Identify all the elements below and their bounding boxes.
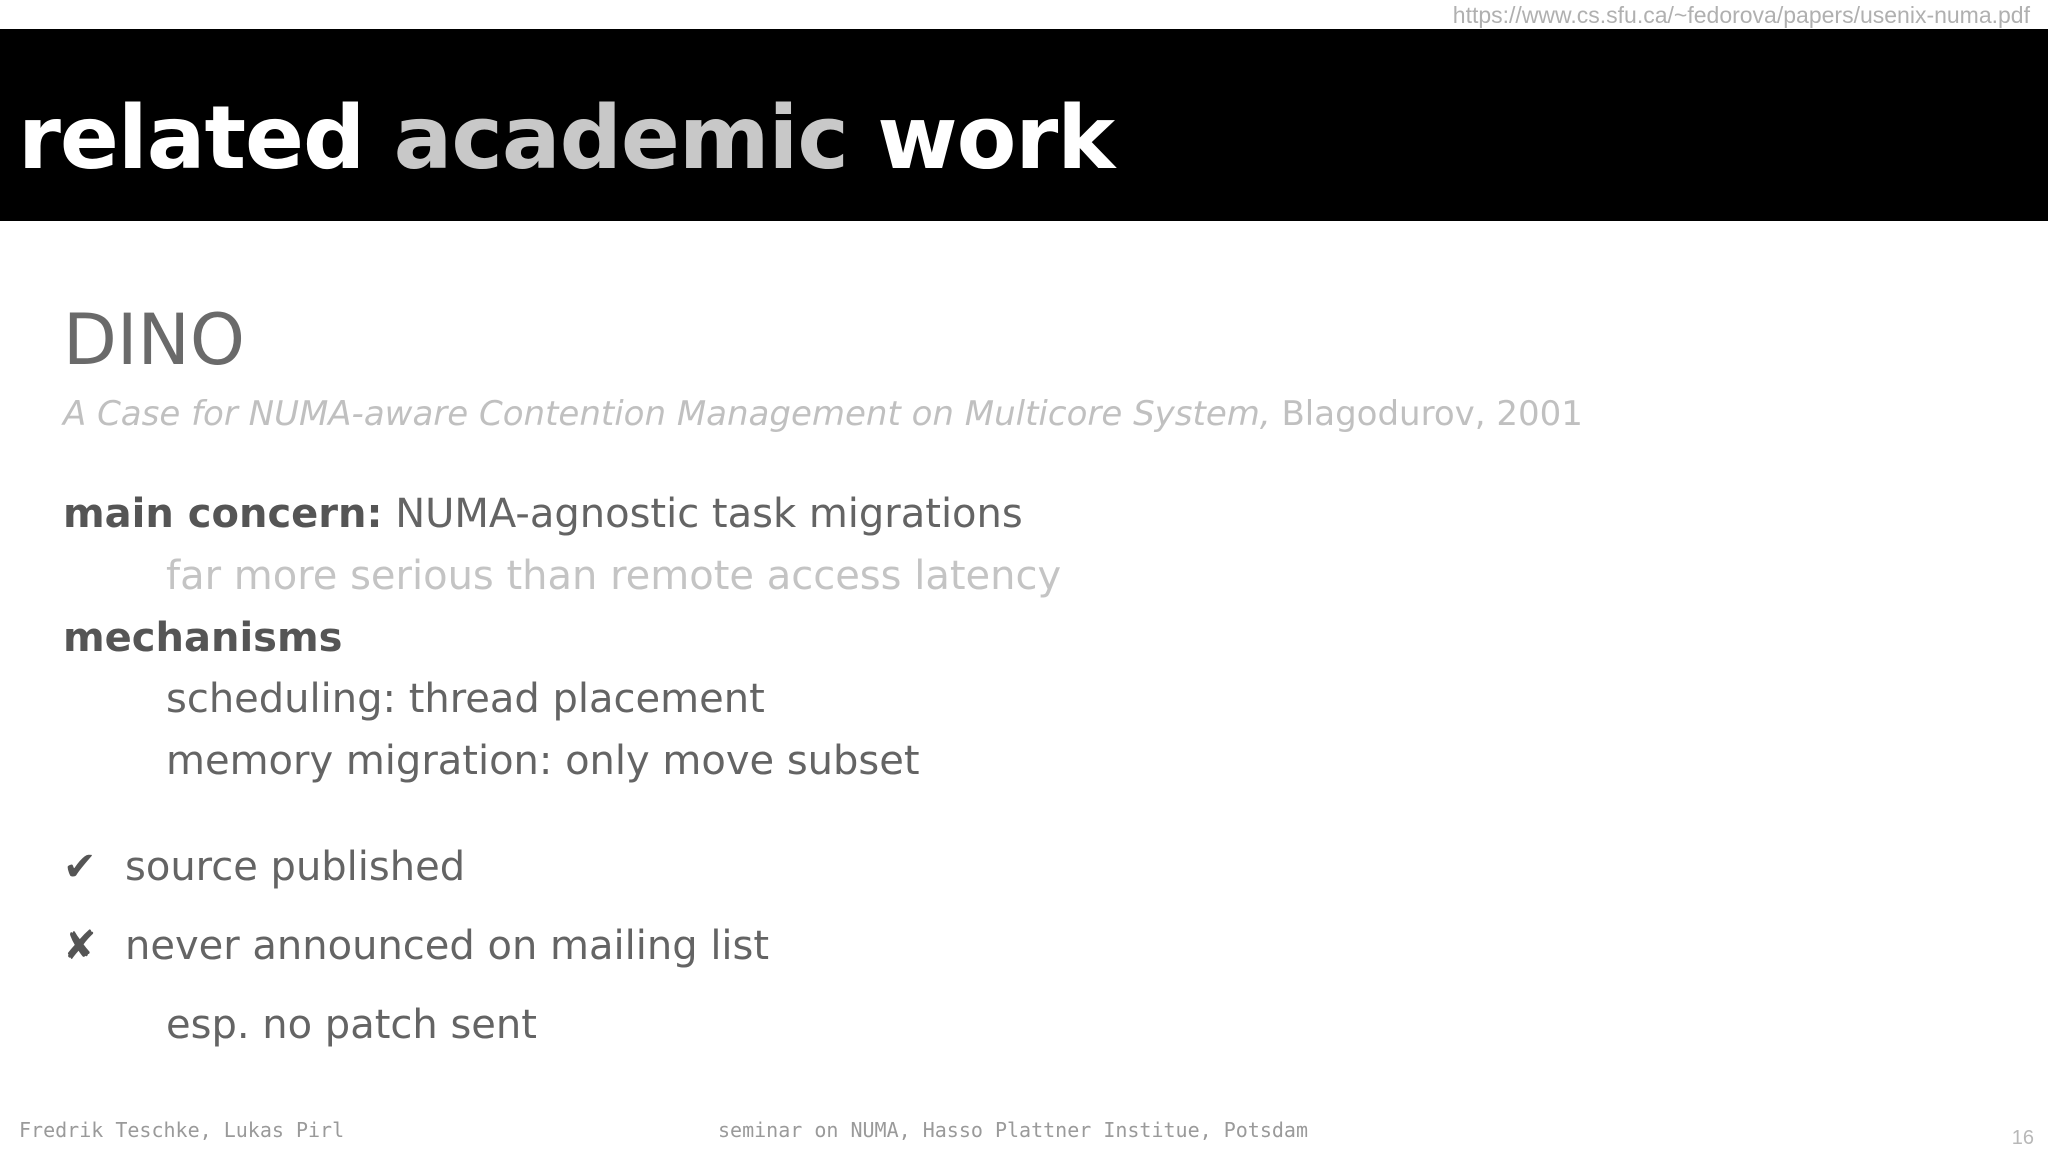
check-item-text: source published [125, 844, 466, 890]
slide-title [18, 88, 1114, 188]
mechanisms-label: mechanisms [63, 615, 343, 661]
mechanism-item-scheduling: scheduling: thread placement [166, 676, 765, 722]
check-mark-icon: ✔ [63, 844, 97, 890]
mechanism-item-memory-migration: memory migration: only move subset [166, 738, 920, 784]
main-concern-line [63, 488, 1023, 540]
section-heading: DINO [63, 299, 246, 381]
check-item-text: never announced on mailing list [125, 923, 770, 969]
source-url: https://www.cs.sfu.ca/~fedorova/papers/usenix-numa.pdf [1452, 2, 2030, 28]
check-detail: esp. no patch sent [166, 1002, 537, 1048]
main-concern-detail: far more serious than remote access latency [166, 553, 1062, 599]
citation-author-year: Blagodurov, 2001 [1270, 394, 1583, 434]
check-item-never-announced [63, 920, 769, 972]
citation-paper-title: A Case for NUMA-aware Contention Management on Multicore System, [63, 394, 1271, 434]
main-concern-text: NUMA-agnostic task migrations [382, 491, 1023, 537]
footer-event: seminar on NUMA, Hasso Plattner Institue, Potsdam [718, 1118, 1309, 1142]
check-item-source-published [63, 841, 465, 893]
footer-authors: Fredrik Teschke, Lukas Pirl [19, 1118, 345, 1142]
cross-mark-icon: ✘ [63, 923, 97, 969]
citation [63, 392, 1583, 436]
title-part-3: work [877, 87, 1115, 189]
page-number: 16 [2011, 1127, 2034, 1149]
title-part-2: academic [393, 87, 848, 189]
mechanisms-line [63, 612, 342, 664]
main-concern-label: main concern: [63, 491, 383, 537]
title-part-1: related [18, 87, 365, 189]
